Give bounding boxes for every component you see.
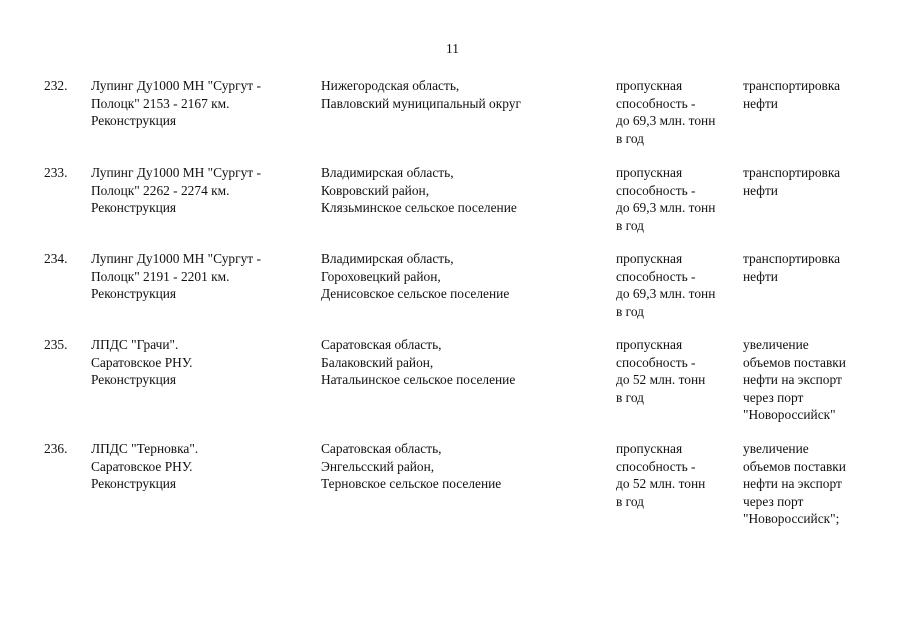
capacity-line: в год <box>616 493 644 509</box>
purpose-line: нефти на экспорт <box>743 372 842 387</box>
object-capacity <box>616 77 715 147</box>
object-location <box>321 164 517 217</box>
object-name <box>91 440 198 493</box>
purpose-line: объемов поставки <box>743 458 846 474</box>
location-line: Нижегородская область, <box>321 78 460 93</box>
object-name-line: Реконструкция <box>91 476 177 491</box>
object-name-line: Лупинг Ду1000 МН "Сургут - <box>91 165 261 180</box>
object-purpose <box>743 250 840 285</box>
purpose-line: "Новороссийск"; <box>743 511 840 526</box>
object-location <box>321 440 501 493</box>
purpose-line: транспортировка <box>743 78 841 93</box>
location-line: Владимирская область, <box>321 165 454 180</box>
purpose-line: увеличение <box>743 337 809 352</box>
object-name-line: Реконструкция <box>91 113 177 128</box>
object-name <box>91 250 261 303</box>
capacity-line: способность - <box>616 268 696 284</box>
location-line: Терновское сельское поселение <box>321 476 502 491</box>
purpose-line: нефти на экспорт <box>743 476 842 491</box>
capacity-line: пропускная <box>616 337 683 352</box>
purpose-line: нефти <box>743 182 778 198</box>
object-purpose <box>743 164 840 199</box>
capacity-line: в год <box>616 130 644 146</box>
capacity-line: пропускная <box>616 441 683 456</box>
object-name-line: Полоцк" 2262 - 2274 км. <box>91 182 230 198</box>
object-name <box>91 164 261 217</box>
capacity-line: способность - <box>616 458 696 474</box>
location-line: Саратовская область, <box>321 337 442 352</box>
purpose-line: объемов поставки <box>743 354 846 370</box>
entry-number: 234. <box>44 251 68 266</box>
object-capacity <box>616 164 715 234</box>
object-location <box>321 250 509 303</box>
object-purpose <box>743 77 840 112</box>
page-number: 11 <box>446 41 459 56</box>
capacity-line: пропускная <box>616 78 683 93</box>
capacity-line: до 52 млн. тонн <box>616 372 706 387</box>
location-line: Балаковский район, <box>321 354 434 370</box>
capacity-line: в год <box>616 303 644 319</box>
purpose-line: транспортировка <box>743 165 841 180</box>
entry-number: 236. <box>44 441 68 456</box>
capacity-line: пропускная <box>616 251 683 266</box>
object-name <box>91 77 261 130</box>
entry-number: 232. <box>44 78 68 93</box>
purpose-line: "Новороссийск" <box>743 407 836 422</box>
object-purpose <box>743 440 846 528</box>
purpose-line: увеличение <box>743 441 809 456</box>
capacity-line: в год <box>616 217 644 233</box>
location-line: Натальинское сельское поселение <box>321 372 516 387</box>
entry-number: 235. <box>44 337 68 352</box>
location-line: Клязьминское сельское поселение <box>321 200 517 215</box>
location-line: Павловский муниципальный округ <box>321 95 521 111</box>
object-purpose <box>743 336 846 424</box>
object-location <box>321 77 521 112</box>
capacity-line: до 69,3 млн. тонн <box>616 286 716 301</box>
capacity-line: способность - <box>616 95 696 111</box>
capacity-line: способность - <box>616 354 696 370</box>
object-name-line: Реконструкция <box>91 286 177 301</box>
location-line: Ковровский район, <box>321 182 430 198</box>
object-name-line: ЛПДС "Терновка". <box>91 441 199 456</box>
purpose-line: через порт <box>743 493 804 509</box>
location-line: Гороховецкий район, <box>321 268 441 284</box>
object-name <box>91 336 192 389</box>
location-line: Владимирская область, <box>321 251 454 266</box>
object-name-line: Лупинг Ду1000 МН "Сургут - <box>91 78 261 93</box>
capacity-line: до 69,3 млн. тонн <box>616 200 716 215</box>
location-line: Энгельсский район, <box>321 458 435 474</box>
object-capacity <box>616 440 705 510</box>
object-name-line: Полоцк" 2191 - 2201 км. <box>91 268 230 284</box>
purpose-line: нефти <box>743 268 778 284</box>
object-name-line: Саратовское РНУ. <box>91 458 193 474</box>
object-name-line: Реконструкция <box>91 372 177 387</box>
capacity-line: в год <box>616 389 644 405</box>
purpose-line: нефти <box>743 95 778 111</box>
capacity-line: до 69,3 млн. тонн <box>616 113 716 128</box>
capacity-line: пропускная <box>616 165 683 180</box>
object-capacity <box>616 336 705 406</box>
purpose-line: транспортировка <box>743 251 841 266</box>
entry-number: 233. <box>44 165 68 180</box>
object-capacity <box>616 250 715 320</box>
location-line: Саратовская область, <box>321 441 442 456</box>
capacity-line: способность - <box>616 182 696 198</box>
object-name-line: Саратовское РНУ. <box>91 354 193 370</box>
object-name-line: Лупинг Ду1000 МН "Сургут - <box>91 251 261 266</box>
object-location <box>321 336 515 389</box>
purpose-line: через порт <box>743 389 804 405</box>
location-line: Денисовское сельское поселение <box>321 286 510 301</box>
object-name-line: Реконструкция <box>91 200 177 215</box>
capacity-line: до 52 млн. тонн <box>616 476 706 491</box>
object-name-line: Полоцк" 2153 - 2167 км. <box>91 95 230 111</box>
object-name-line: ЛПДС "Грачи". <box>91 337 179 352</box>
